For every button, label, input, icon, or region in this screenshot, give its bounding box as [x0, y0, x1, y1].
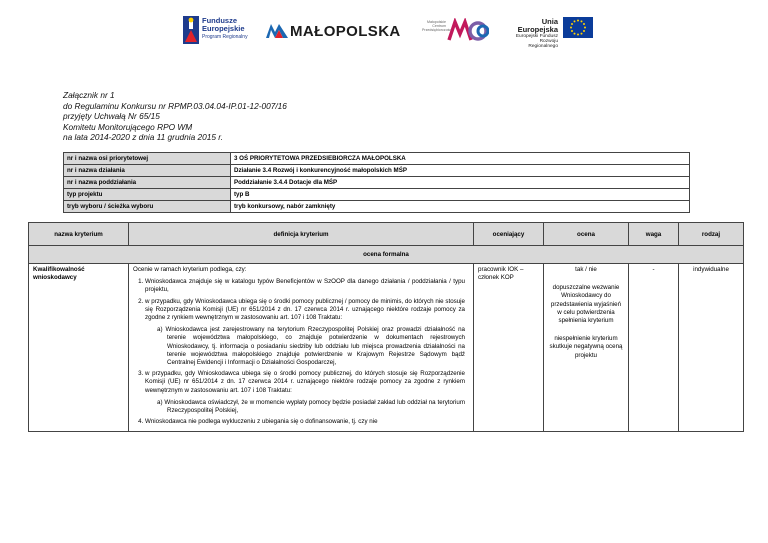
- header-criterion-name: nazwa kryterium: [29, 223, 129, 246]
- fundusze-europejskie-mark-icon: [183, 16, 199, 44]
- ue-line3: Rozwoju Regionalnego: [528, 39, 558, 50]
- mcp-text: Małopolskie Centrum Przedsiębiorczości: [422, 20, 452, 33]
- mcp-logo: [422, 14, 482, 50]
- criteria-table: [28, 222, 744, 432]
- header-kind: rodzaj: [679, 223, 744, 246]
- fundusze-europejskie-logo: [183, 14, 263, 50]
- info-label: tryb wyboru / ścieżka wyboru: [64, 201, 231, 213]
- heading-line: Załącznik nr 1: [63, 90, 115, 100]
- info-value: Poddziałanie 3.4.4 Dotacje dla MŚP: [231, 177, 690, 189]
- unia-europejska-logo: [510, 14, 592, 50]
- info-label: nr i nazwa poddziałania: [64, 177, 231, 189]
- fe-line1: Fundusze: [202, 16, 237, 25]
- header-criterion-definition: definicja kryterium: [129, 223, 474, 246]
- criteria-header-row: [29, 223, 744, 246]
- heading-line: przyjęty Uchwałą Nr 65/15: [63, 111, 160, 121]
- info-row: [64, 177, 690, 189]
- criterion-rating: [544, 264, 629, 432]
- info-value: Działanie 3.4 Rozwój i konkurencyjność małopolskich MŚP: [231, 165, 690, 177]
- definition-item-text: Wnioskodawca nie podlega wykluczeniu z ubiegania się o dofinansowanie, tj. czy nie: [145, 418, 378, 426]
- program-info-table: [63, 152, 690, 213]
- criterion-row: [29, 264, 744, 432]
- section-title: ocena formalna: [29, 246, 744, 264]
- definition-item-text: w przypadku, gdy Wnioskodawca ubiega się o środki pomocy publicznej / pomocy de minimis, do których nie stosuje się Rozporządzenia Komisji (UE) nr 651/2014 z dn. 17 czerwca 2014 r. uznającego niektóre rodzaje pomocy za zgodne z rynkiem wewnętrznym w zastosowaniu art. 107 i 108 Traktatu:: [145, 297, 465, 322]
- eu-flag-icon: [563, 17, 593, 38]
- info-row: [64, 153, 690, 165]
- definition-item-text: w przypadku, gdy Wnioskodawca ubiega się o środki pomocy publicznej, do których stosuje się Rozporządzenie Komisji (UE) nr 651/2014 z dn. 17 czerwca 2014 r. uznającego niektóre rodzaje pomocy za zgodne z rynkiem wewnętrznym w zastosowaniu art. 107 i 108 Traktatu:: [145, 370, 465, 394]
- definition-intro: Ocenie w ramach kryterium podlega, czy:: [133, 266, 247, 273]
- info-value: tryb konkursowy, nabór zamknięty: [231, 201, 690, 213]
- definition-item: [145, 278, 465, 294]
- rating-note: niespełnienie kryterium skutkuje negatywną oceną projektu: [549, 335, 623, 359]
- criterion-definition: [129, 264, 474, 432]
- malopolska-mountain-icon: [266, 22, 288, 38]
- rating-main: tak / nie: [575, 266, 597, 273]
- info-label: nr i nazwa osi priorytetowej: [64, 153, 231, 165]
- criterion-name: [29, 264, 129, 432]
- header-evaluator: oceniający: [474, 223, 544, 246]
- header-weight: waga: [629, 223, 679, 246]
- section-row: [29, 246, 744, 264]
- ue-line2: Europejski Fundusz: [515, 34, 558, 39]
- fe-line2: Europejskie: [202, 24, 245, 33]
- definition-subitem: a) Wnioskodawca oświadczył, że w momencie wypłaty pomocy będzie posiadał zakład lub oddział na terytorium Rzeczypospolitej Polskiej,: [157, 398, 465, 415]
- definition-subitem: a) Wnioskodawca jest zarejestrowany na terytorium Rzeczypospolitej Polskiej oraz prowadzi działalność na terenie województwa małopolskiego, co znajduje potwierdzenie w dokumentach rejestrowych Wnioskodawcy, tj. informacja o posiadaniu siedziby lub oddziału lub miejsca prowadzenia działalności na terenie województwa małopolskiego znajduje potwierdzenie w Krajowym Rejestrze Sądowym bądź Centralnej Ewidencji i Informacji o Działalności Gospodarczej,: [157, 326, 465, 367]
- criterion-evaluator: pracownik IOK – członek KOP: [474, 264, 544, 432]
- criterion-name-line: Kwalifikowalność: [33, 266, 85, 273]
- fe-line3: Program Regionalny: [202, 34, 248, 40]
- heading-line: Komitetu Monitorującego RPO WM: [63, 121, 193, 132]
- definition-item: [145, 298, 465, 368]
- info-value: typ B: [231, 189, 690, 201]
- info-label: nr i nazwa działania: [64, 165, 231, 177]
- header-rating: ocena: [544, 223, 629, 246]
- definition-item-text: Wnioskodawca znajduje się w katalogu typów Beneficjentów w SzOOP dla danego działania / poddziałania / typu projektu,: [145, 278, 465, 294]
- heading-line: na lata 2014-2020 z dnia 11 grudnia 2015 r.: [63, 132, 224, 142]
- annex-heading: [63, 90, 287, 143]
- criterion-weight: -: [629, 264, 679, 432]
- rating-note: dopuszczalne wezwanie Wnioskodawcy do przedstawienia wyjaśnień w celu potwierdzenia spełnienia kryterium: [550, 284, 622, 325]
- criterion-kind: indywidualne: [679, 264, 744, 432]
- malopolska-logo: [266, 14, 401, 50]
- definition-item: [145, 418, 465, 426]
- criterion-name-line: wnioskodawcy: [33, 274, 77, 281]
- info-row: [64, 165, 690, 177]
- logo-strip: [0, 14, 768, 50]
- malopolska-wordmark: MAŁOPOLSKA: [290, 23, 401, 40]
- info-value: 3 OŚ PRIORYTETOWA PRZEDSIEBIORCZA MAŁOPOLSKA: [231, 153, 690, 165]
- info-row: [64, 189, 690, 201]
- ue-line1: Unia Europejska: [517, 17, 558, 34]
- info-label: typ projektu: [64, 189, 231, 201]
- mcp-mark-icon: [447, 18, 489, 42]
- info-row: [64, 201, 690, 213]
- heading-line: do Regulaminu Konkursu nr RPMP.03.04.04-IP.01-12-007/16: [63, 100, 287, 111]
- definition-item: [145, 370, 465, 415]
